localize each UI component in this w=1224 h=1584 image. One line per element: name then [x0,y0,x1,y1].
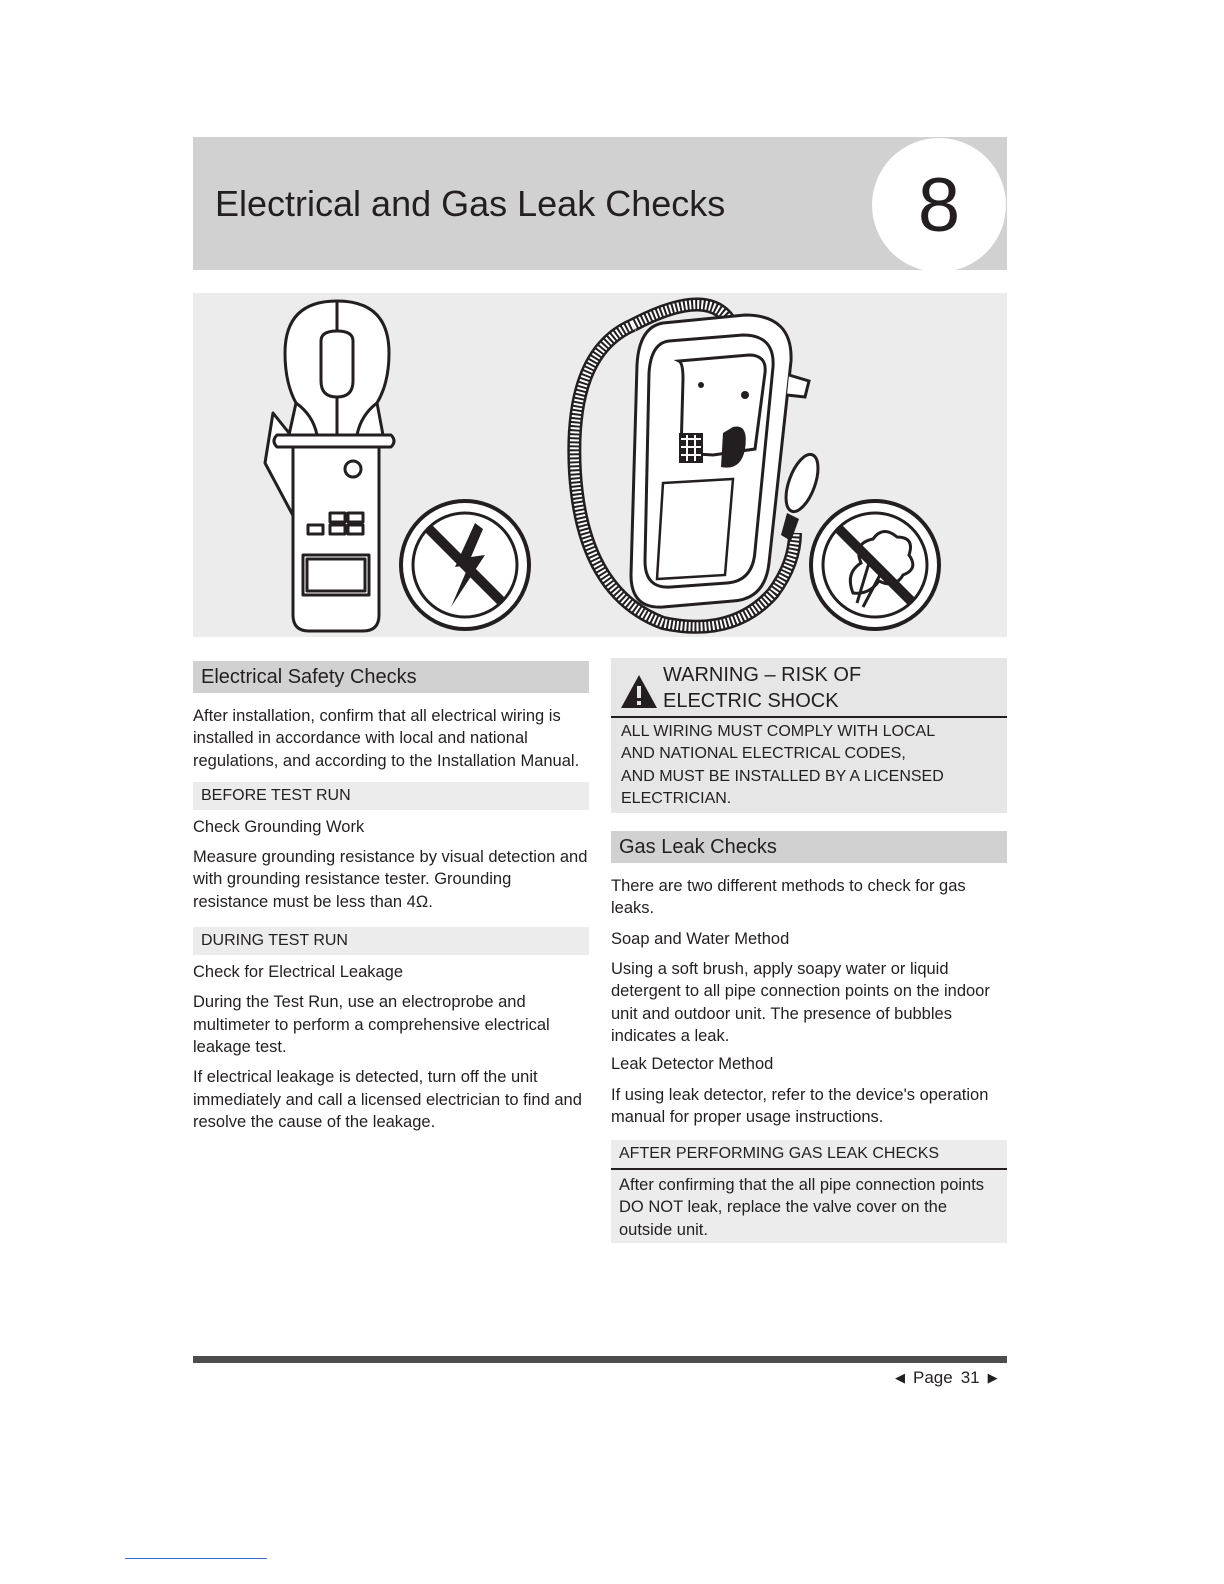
no-gas-icon [811,501,939,629]
subsection-label: BEFORE TEST RUN [193,782,589,810]
clamp-meter-icon [265,301,394,631]
paragraph: After confirming that the all pipe connection points DO NOT leak, replace the valve cover on the outside unit. [619,1176,985,1239]
warning-triangle-icon [619,672,659,712]
paragraph: Using a soft brush, apply soapy water or liquid detergent to all pipe connection points on the indoor unit and outdoor unit. The presence of bubbles indicates a leak. [611,960,990,1045]
paragraph: There are two different methods to check for gas leaks. [611,877,966,918]
page-label: Page [913,1368,953,1387]
paragraph: During the Test Run, use an electroprobe and multimeter to perform a comprehensive electrical leakage test. [193,993,550,1056]
warning-text-line: AND MUST BE INSTALLED BY A LICENSED [621,767,944,785]
paragraph: If electrical leakage is detected, turn off the unit immediately and call a licensed electrician to find and resolve the cause of the leakage. [193,1068,582,1131]
paragraph: Measure grounding resistance by visual detection and with grounding resistance tester. Grounding resistance must be less than 4Ω. [193,848,588,911]
paragraph: If using leak detector, refer to the device's operation manual for proper usage instructions. [611,1085,989,1126]
subsection-label: DURING TEST RUN [193,927,589,955]
paragraph-title: Check for Electrical Leakage [193,963,404,982]
page-navigation [895,1368,998,1388]
paragraph-title: Leak Detector Method [611,1055,774,1074]
illustration-panel [193,293,1007,637]
after-checks-box [611,1140,1007,1243]
section-heading: Gas Leak Checks [611,831,1007,863]
chapter-number: 8 [872,138,1006,270]
illustration [193,293,1007,637]
previous-page-icon[interactable]: ◀ [895,1370,905,1385]
warning-text-line: ELECTRICIAN. [621,789,732,807]
next-page-icon[interactable]: ▶ [987,1370,998,1385]
gas-leak-detector-icon [574,304,824,626]
paragraph-title: Soap and Water Method [611,929,790,948]
no-electricity-icon [401,501,529,629]
decorative-line [125,1558,267,1559]
paragraph: After installation, confirm that all electrical wiring is installed in accordance with local and national regulations, and according to the Installation Manual. [193,707,580,770]
subsection-label: AFTER PERFORMING GAS LEAK CHECKS [611,1140,1007,1170]
electrical-safety-column [193,661,589,1133]
right-column [611,658,1007,1243]
warning-text-line: ALL WIRING MUST COMPLY WITH LOCAL [621,723,936,740]
page-title: Electrical and Gas Leak Checks [215,183,726,224]
chapter-header [193,137,1007,270]
warning-box [611,658,1007,813]
warning-title-line: ELECTRIC SHOCK [663,690,839,712]
paragraph-title: Check Grounding Work [193,817,365,836]
warning-title-line: WARNING – RISK OF [663,664,862,686]
footer-divider [193,1356,1007,1363]
page-number: 31 [960,1368,980,1387]
warning-text-line: AND NATIONAL ELECTRICAL CODES, [621,745,906,763]
section-heading: Electrical Safety Checks [193,661,589,693]
